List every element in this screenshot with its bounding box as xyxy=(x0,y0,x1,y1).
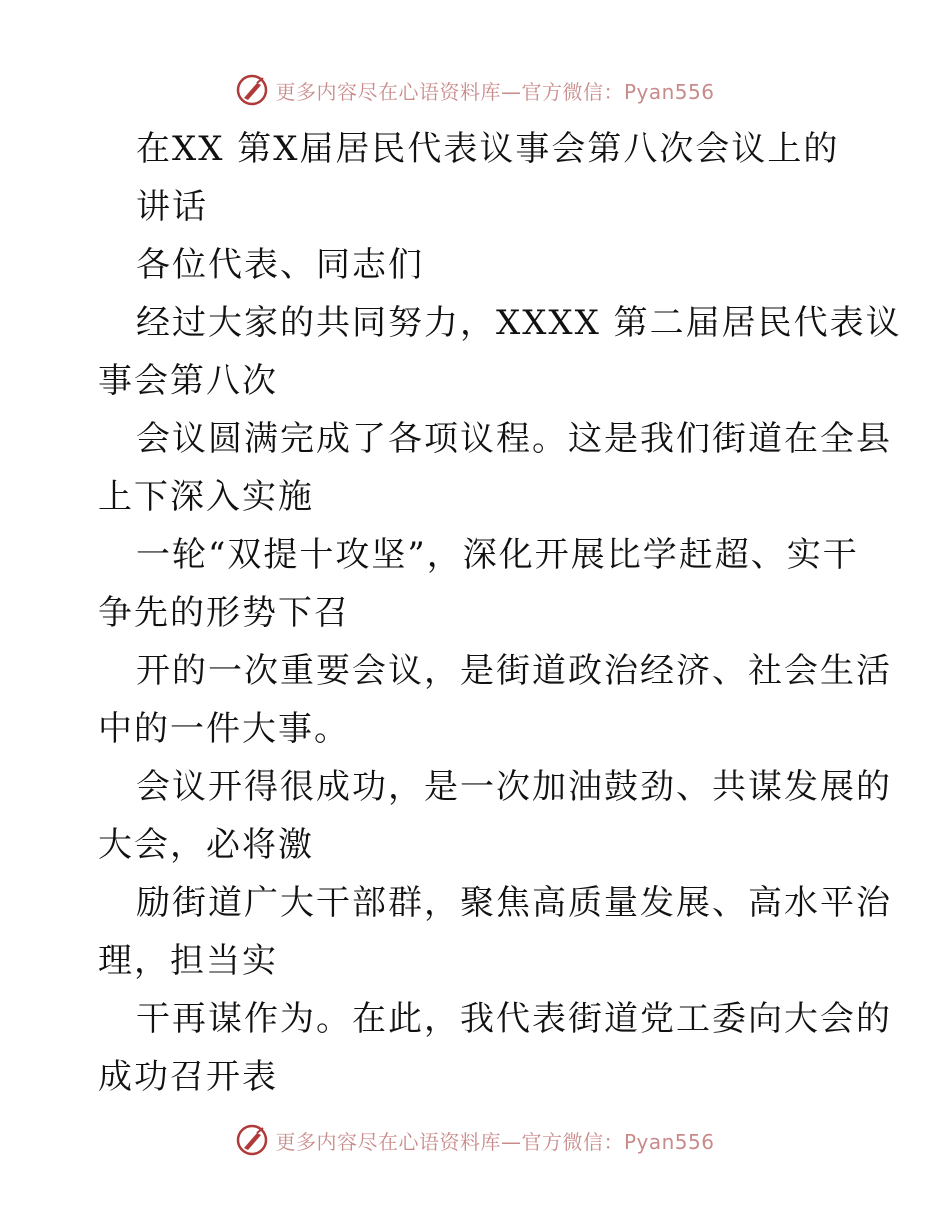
paragraph-line: 争先的形势下召 xyxy=(98,593,350,633)
paragraph-line: 大会，必将激 xyxy=(98,825,314,865)
document-body xyxy=(98,120,902,1106)
paragraph-line: 会议开得很成功，是一次加油鼓劲、共谋发展的 xyxy=(136,767,892,807)
paragraph-line: 成功召开表 xyxy=(98,1057,278,1097)
title-line-1: 在XX 第X届居民代表议事会第八次会议上的 xyxy=(136,129,840,169)
paragraph-line: 事会第八次 xyxy=(98,361,278,401)
watermark-text: 更多内容尽在心语资料库—官方微信：Pyan556 xyxy=(275,1129,715,1154)
paragraph-line: 中的一件大事。 xyxy=(98,709,350,749)
quill-pen-logo-icon xyxy=(235,73,269,107)
title-line-2: 讲话 xyxy=(136,187,208,227)
footer-watermark xyxy=(0,1120,950,1160)
paragraph-line: 开的一次重要会议，是街道政治经济、社会生活 xyxy=(136,651,892,691)
paragraph-line: 经过大家的共同努力，XXXX 第二届居民代表议 xyxy=(136,303,902,343)
paragraph-line: 干再谋作为。在此，我代表街道党工委向大会的 xyxy=(136,999,892,1039)
quill-pen-logo-icon xyxy=(235,1123,269,1157)
header-watermark xyxy=(0,70,950,110)
paragraph-line: 理，担当实 xyxy=(98,941,278,981)
paragraph-line: 一轮“双提十攻坚”，深化开展比学赶超、实干 xyxy=(136,535,859,575)
paragraph-line: 会议圆满完成了各项议程。这是我们街道在全县 xyxy=(136,419,892,459)
paragraph-line: 励街道广大干部群，聚焦高质量发展、高水平治 xyxy=(136,883,892,923)
paragraph-line: 上下深入实施 xyxy=(98,477,314,517)
watermark-text: 更多内容尽在心语资料库—官方微信：Pyan556 xyxy=(275,79,715,104)
salutation: 各位代表、同志们 xyxy=(136,245,424,285)
